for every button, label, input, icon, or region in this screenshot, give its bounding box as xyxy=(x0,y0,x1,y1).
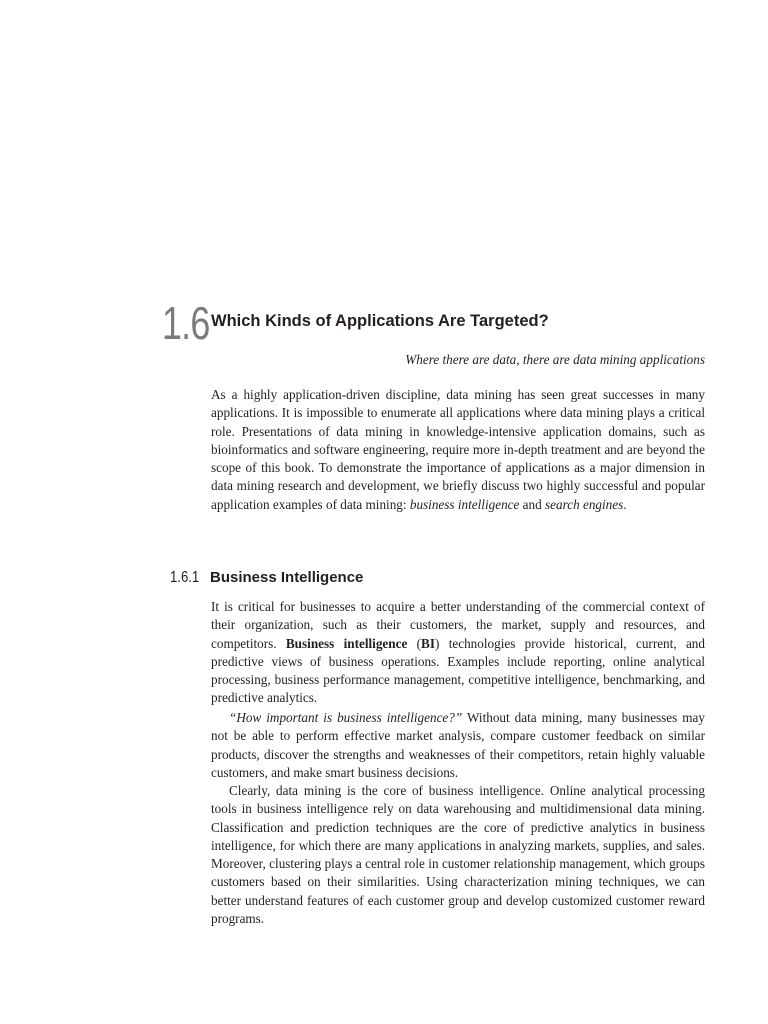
section-heading xyxy=(162,298,722,354)
intro-text-3: . xyxy=(623,496,627,512)
bi-core-text: Clearly, data mining is the core of business intelligence. Online analytical processing tools in business intelligence rely on data warehousing and multidimensional data mining. Classification and prediction techniques are the core of predictive analytics in business intelligence, for which there are many applications in analyzing markets, supplies, and sales. Moreover, clustering plays a central role in customer relationship management, which groups customers based on their similarities. Using characterization mining techniques, we can better understand features of each customer group and develop customized customer reward programs. xyxy=(211,783,705,927)
term-search-engines: search engines xyxy=(545,496,624,512)
bi-abbr: BI xyxy=(421,635,435,651)
bi-definition-paragraph xyxy=(211,598,705,708)
subsection-title: Business Intelligence xyxy=(210,569,364,586)
intro-paragraph xyxy=(211,386,705,514)
epigraph: Where there are data, there are data mining applications xyxy=(405,352,705,367)
section-title: Which Kinds of Applications Are Targeted? xyxy=(211,312,549,330)
intro-text-2: and xyxy=(519,496,546,512)
bi-text-1: It is critical for businesses to acquire a better understanding of the commercial context of their organization, such as their customers, the market, supply and resources, and competitors. xyxy=(211,599,705,651)
bi-term: Business intelligence xyxy=(285,635,408,651)
bi-text-3: ) technologies provide historical, current, and predictive views of business operations. Examples include reporting, online analytical processing, business performance management, competitive intelligence, benchmarking, and predictive analytics. xyxy=(211,635,705,706)
intro-text-1: As a highly application-driven discipline, data mining has seen great successes in many applications. It is impossible to enumerate all applications where data mining plays a critical role. Presentations of data mining in knowledge-intensive application domains, such as bioinformatics and software engineering, require more in-depth treatment and are beyond the scope of this book. To demonstrate the importance of applications as a major dimension in data mining research and development, we briefly discuss two highly successful and popular application examples of data mining: xyxy=(211,387,705,512)
subsection-heading xyxy=(170,567,710,591)
bi-importance-text: Without data mining, many businesses may not be able to perform effective market analysis, compare customer feedback on similar products, discover the strengths and weaknesses of their competitors, retain highly valuable customers, and make smart business decisions. xyxy=(211,710,706,780)
bi-importance-paragraph xyxy=(211,709,705,782)
bi-question: “How important is business intelligence?” xyxy=(229,710,463,725)
bi-core-paragraph xyxy=(211,782,705,928)
subsection-number: 1.6.1 xyxy=(170,569,200,586)
term-business-intelligence: business intelligence xyxy=(409,496,520,512)
bi-text-2: ( xyxy=(407,635,422,651)
section-number: 1.6 xyxy=(162,297,210,349)
